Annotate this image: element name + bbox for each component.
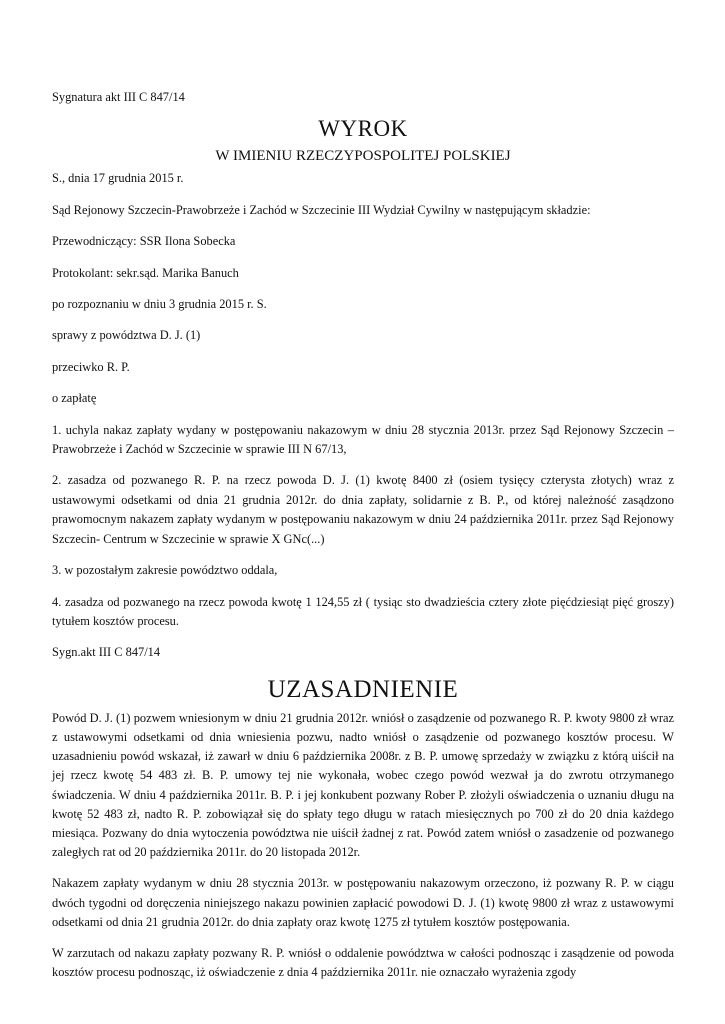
justification-signature: Sygn.akt III C 847/14 [52, 645, 161, 660]
hearing-date: po rozpoznaniu w dniu 3 grudnia 2015 r. S. [52, 297, 267, 312]
court-composition: Sąd Rejonowy Szczecin-Prawobrzeże i Zachód w Szczecinie III Wydział Cywilny w następującym składzie: [52, 202, 591, 217]
verdict-subtitle: W IMIENIU RZECZYPOSPOLITEJ POLSKIEJ [215, 148, 511, 165]
case-claimant: sprawy z powództwa D. J. (1) [52, 328, 201, 343]
verdict-item: 1. uchyla nakaz zapłaty wydany w postępowaniu nakazowym w dniu 28 stycznia 2013r. przez Sąd Rejonowy Szczecin – Prawobrzeże i Zachód w Szczecinie w sprawie III N 67/13, [52, 422, 674, 457]
verdict-item: 3. w pozostałym zakresie powództwo oddala, [52, 563, 278, 578]
presiding-judge: Przewodniczący: SSR Ilona Sobecka [52, 234, 236, 249]
document-content [52, 88, 674, 982]
case-signature: Sygnatura akt III C 847/14 [52, 90, 185, 104]
justification-paragraph: Nakazem zapłaty wydanym w dniu 28 stycznia 2013r. w postępowaniu nakazowym orzeczono, iż pozwany R. P. w ciągu dwóch tygodni od doręczenia niniejszego nakazu powinien zapłacić powodowi D. J. (1) kwotę 9800 zł wraz z ustawowymi odsetkami od dnia 21 grudnia 2012r. do dnia zapłaty oraz kwotę 1275 zł tytułem kosztów postępowania. [52, 876, 674, 929]
justification-paragraph: W zarzutach od nakazu zapłaty pozwany R. P. wniósł o oddalenie powództwa w całości podnosząc i zasądzenie od powoda kosztów procesu podnosząc, iż oświadczenie z dnia 4 października 2011r. nie oznaczało wyrażenia zgody [52, 945, 674, 980]
verdict-title: WYROK [318, 116, 408, 142]
case-subject: o zapłatę [52, 391, 97, 406]
justification-title: UZASADNIENIE [267, 675, 459, 703]
court-clerk: Protokolant: sekr.sąd. Marika Banuch [52, 265, 239, 280]
place-date: S., dnia 17 grudnia 2015 r. [52, 171, 184, 186]
verdict-item: 2. zasadza od pozwanego R. P. na rzecz powoda D. J. (1) kwotę 8400 zł (osiem tysięcy czterysta złotych) wraz z ustawowymi odsetkami od dnia 21 grudnia 2012r. do dnia zapłaty, solidarnie z B. P., od której należność zasądzono prawomocnym nakazem zapłaty wydanym w postępowaniu nakazowym w dniu 24 października 2011r. przez Sąd Rejonowy Szczecin- Centrum w Szczecinie w sprawie X GNc(...) [52, 473, 674, 546]
verdict-item: 4. zasadza od pozwanego na rzecz powoda kwotę 1 124,55 zł ( tysiąc sto dwadzieścia cztery złote pięćdziesiąt pięć groszy) tytułem kosztów procesu. [52, 594, 674, 628]
case-defendant: przeciwko R. P. [52, 359, 130, 374]
justification-paragraph: Powód D. J. (1) pozwem wniesionym w dniu 21 grudnia 2012r. wniósł o zasądzenie od pozwanego R. P. kwoty 9800 zł wraz z ustawowymi odsetkami od dnia wniesienia pozwu, nadto wniósł o zasądzenie od pozwanego kosztów procesu. W uzasadnieniu powód wskazał, iż zawarł w dniu 6 października 2008r. z B. P. umowę sprzedaży w związku z którą uiścił na jej rzecz kwotę 54 483 zł. B. P. umowy tej nie wykonała, wobec czego powód wezwał ja do zwrotu otrzymanego świadczenia. W dniu 4 października 2011r. B. P. i jej konkubent pozwany Rober P. złożyli oświadczenia o uznaniu długu na kwotę 52 483 zł, nadto R. P. zobowiązał się do spłaty tego długu w ratach miesięcznych po 700 zł do 20 dnia każdego miesiąca. Pozwany do dnia wytoczenia powództwa nie uiścił żadnej z rat. Powód zatem wniósł o zasadzenie od pozwanego zaległych rat od 20 października 2011r. do 20 listopada 2012r. [52, 710, 674, 860]
